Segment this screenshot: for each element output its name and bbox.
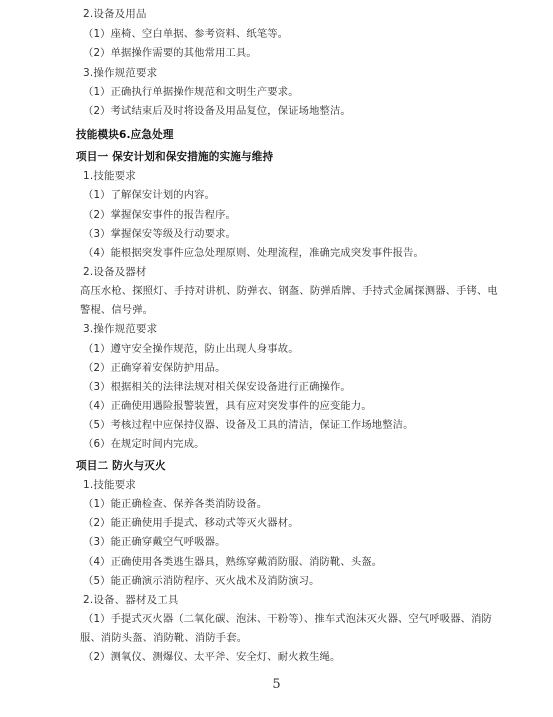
list-item: （3）掌握保安等级及行动要求。 [83, 228, 236, 240]
list-item: （2）能正确使用手提式、移动式等灭火器材。 [83, 517, 299, 529]
section-heading-operation: 3.操作规范要求 [83, 323, 158, 335]
list-item: （1）座椅、空白单据、参考资料、纸笔等。 [83, 28, 289, 40]
page-number: 5 [272, 677, 281, 692]
paragraph-line: 警棍、信号弹。 [80, 304, 154, 316]
list-item: （4）能根据突发事件应急处理原则、处理流程，准确完成突发事件报告。 [83, 247, 424, 259]
list-item: （4）正确使用各类逃生器具，熟练穿戴消防服、消防靴、头盔。 [83, 556, 383, 568]
project-title: 项目一 保安计划和保安措施的实施与维持 [76, 151, 274, 163]
list-item: （1）能正确检查、保养各类消防设备。 [83, 498, 268, 510]
list-item-continuation: 服、消防头盔、消防靴、消防手套。 [80, 632, 248, 644]
list-item: （5）考核过程中应保持仪器、设备及工具的清洁，保证工作场地整洁。 [83, 419, 414, 431]
list-item: （5）能正确演示消防程序、灭火战术及消防演习。 [83, 575, 320, 587]
section-heading-skills: 1.技能要求 [83, 479, 136, 491]
list-item: （2）测氧仪、测爆仪、太平斧、安全灯、耐火救生绳。 [83, 651, 341, 663]
list-item: （4）正确使用遇险报警装置，具有应对突发事件的应变能力。 [83, 400, 372, 412]
list-item: （1）手提式灭火器（二氧化碳、泡沫、干粉等）、推车式泡沫灭火器、空气呼吸器、消防 [83, 613, 492, 625]
project-title: 项目二 防火与灭火 [76, 460, 166, 472]
section-heading-equipment: 2.设备及用品 [83, 8, 147, 20]
list-item: （2）掌握保安事件的报告程序。 [83, 209, 236, 221]
list-item: （2）考试结束后及时将设备及用品复位，保证场地整洁。 [83, 105, 351, 117]
section-heading-equipment: 2.设备及器材 [83, 266, 147, 278]
list-item: （3）根据相关的法律法规对相关保安设备进行正确操作。 [83, 381, 351, 393]
list-item: （3）能正确穿戴空气呼吸器。 [83, 536, 226, 548]
module-title: 技能模块6.应急处理 [76, 129, 174, 141]
list-item: （6）在规定时间内完成。 [83, 438, 205, 450]
list-item: （1）了解保安计划的内容。 [83, 189, 216, 201]
list-item: （1）遵守安全操作规范，防止出现人身事故。 [83, 343, 299, 355]
paragraph-line: 高压水枪、探照灯、手持对讲机、防弹衣、钢盔、防弹盾牌、手持式金属探测器、手铐、电 [80, 285, 498, 297]
list-item: （2）正确穿着安保防护用品。 [83, 362, 226, 374]
section-heading-equipment: 2.设备、器材及工具 [83, 594, 179, 606]
section-heading-operation: 3.操作规范要求 [83, 67, 158, 79]
list-item: （2）单据操作需要的其他常用工具。 [83, 47, 257, 59]
list-item: （1）正确执行单据操作规范和文明生产要求。 [83, 86, 299, 98]
section-heading-skills: 1.技能要求 [83, 170, 136, 182]
